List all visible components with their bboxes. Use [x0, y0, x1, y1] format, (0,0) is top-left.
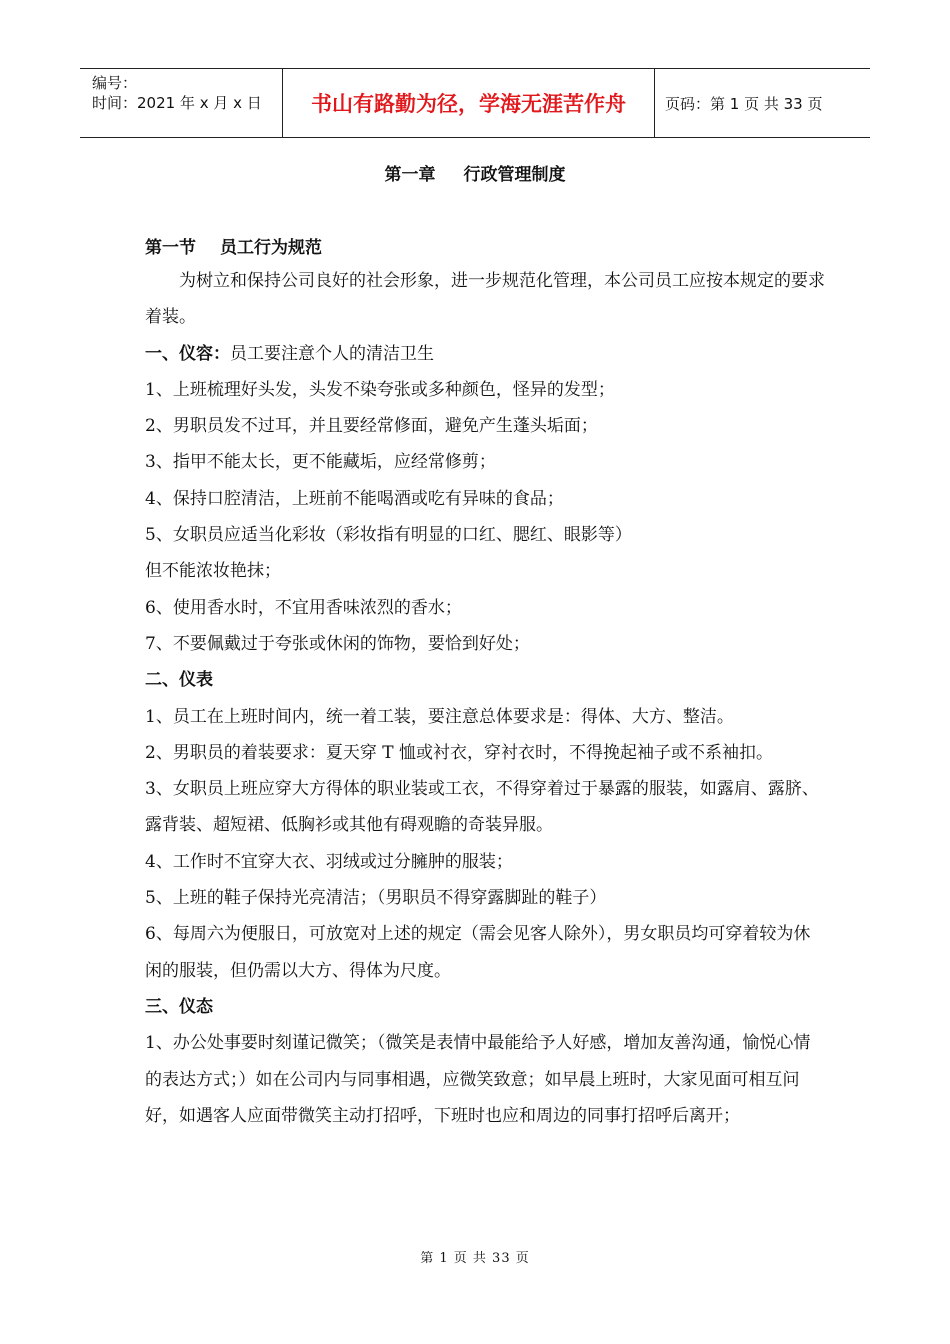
document-header — [80, 68, 870, 138]
list-item: 2、男职员发不过耳，并且要经常修面，避免产生蓬头垢面； — [145, 416, 598, 437]
list-item: 但不能浓妆艳抹； — [145, 561, 281, 582]
list-item: 3、女职员上班应穿大方得体的职业装或工衣，不得穿着过于暴露的服装，如露肩、露脐、露背装、超短裙、低胸衫或其他有碍观瞻的奇装异服。 — [145, 779, 819, 836]
list-item: 1、办公处事要时刻谨记微笑；（微笑是表情中最能给予人好感，增加友善沟通，愉悦心情的表达方式；）如在公司内与同事相遇，应微笑致意；如早晨上班时，大家见面可相互问好，如遇客人应面带微笑主动打招呼，下班时也应和周边的同事打招呼后离开； — [145, 1033, 811, 1126]
list-item: 6、每周六为便服日，可放宽对上述的规定（需会见客人除外），男女职员均可穿着较为休闲的服装，但仍需以大方、得体为尺度。 — [145, 924, 811, 981]
list-item: 1、员工在上班时间内，统一着工装，要注意总体要求是：得体、大方、整洁。 — [145, 706, 734, 727]
section-title — [145, 233, 322, 258]
chapter-number: 第一章 — [384, 165, 436, 185]
part1-heading-note: 员工要注意个人的清洁卫生 — [230, 343, 434, 364]
list-item: 1、上班梳理好头发，头发不染夸张或多种颜色，怪异的发型； — [145, 379, 615, 400]
part1-heading: 一、仪容： — [145, 343, 230, 364]
header-page-info: 页码：第 1 页 共 33 页 — [665, 94, 823, 113]
section-name: 员工行为规范 — [220, 238, 322, 258]
date-label: 时间：2021 年 x 月 x 日 — [92, 94, 262, 112]
list-item: 7、不要佩戴过于夸张或休闲的饰物，要恰到好处； — [145, 633, 530, 654]
number-label: 编号： — [92, 74, 138, 92]
list-item: 4、保持口腔清洁，上班前不能喝酒或吃有异味的食品； — [145, 488, 564, 509]
list-item: 5、女职员应适当化彩妆（彩妆指有明显的口红、腮红、眼影等） — [145, 525, 632, 546]
list-item: 5、上班的鞋子保持光亮清洁；（男职员不得穿露脚趾的鞋子） — [145, 888, 607, 909]
section-number: 第一节 — [145, 238, 196, 258]
intro-paragraph: 为树立和保持公司良好的社会形象，进一步规范化管理，本公司员工应按本规定的要求着装。 — [145, 271, 825, 328]
chapter-title — [0, 160, 950, 185]
list-item: 3、指甲不能太长，更不能藏垢，应经常修剪； — [145, 452, 496, 473]
list-item: 4、工作时不宜穿大衣、羽绒或过分臃肿的服装； — [145, 851, 513, 872]
document-body — [145, 263, 825, 1134]
part1-heading-line — [145, 336, 825, 372]
list-item: 6、使用香水时，不宜用香味浓烈的香水； — [145, 597, 462, 618]
page-footer: 第 1 页 共 33 页 — [420, 1251, 530, 1266]
list-item: 2、男职员的着装要求：夏天穿 T 恤或衬衣，穿衬衣时，不得挽起袖子或不系袖扣。 — [145, 742, 773, 763]
part2-heading: 二、仪表 — [145, 670, 213, 691]
header-meta — [80, 69, 282, 137]
part3-heading: 三、仪态 — [145, 996, 213, 1017]
chapter-name: 行政管理制度 — [463, 165, 566, 185]
header-motto: 书山有路勤为径，学海无涯苦作舟 — [282, 69, 655, 137]
